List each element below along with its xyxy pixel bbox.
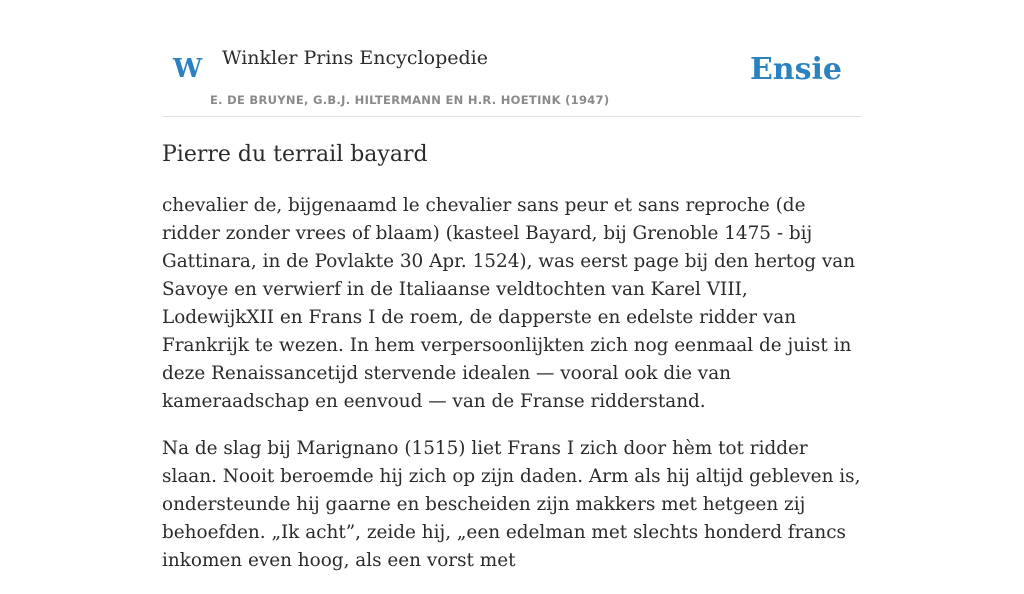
source-authors: E. DE BRUYNE, G.B.J. HILTERMANN EN H.R. HOETINK (1947): [210, 93, 610, 107]
source-logo[interactable]: W: [173, 54, 203, 84]
source-title-link[interactable]: Winkler Prins Encyclopedie: [222, 47, 488, 69]
entry-paragraph-2: Na de slag bij Marignano (1515) liet Frans I zich door hèm tot ridder slaan. Nooit beroemde hij zich op zijn daden. Arm als hij altijd gebleven is, ondersteunde hij gaarne en bescheiden zijn makkers met hetgeen zij behoefden. „Ik acht”, zeide hij, „een edelman met slechts honderd francs inkomen even hoog, als een vorst met: [162, 438, 861, 571]
entry-body: [162, 192, 862, 594]
ensie-logo[interactable]: Ensie: [749, 52, 842, 87]
entry-title: Pierre du terrail bayard: [162, 142, 428, 167]
source-header: [162, 30, 862, 117]
entry-paragraph-1: chevalier de, bijgenaamd le chevalier sans peur et sans reproche (de ridder zonder vrees of blaam) (kasteel Bayard, bij Grenoble 1475 - bij Gattinara, in de Povlakte 30 Apr. 1524), was eerst page bij den hertog van Savoye en verwierf in de Italiaanse veldtochten van Karel VIII, LodewijkXII en Frans I de roem, de dapperste en edelste ridder van Frankrijk te wezen. In hem verpersoonlijkten zich nog eenmaal de juist in deze Renaissancetijd stervende idealen — vooral ook die van kameraadschap en eenvoud — van de Franse ridderstand.: [162, 195, 856, 412]
